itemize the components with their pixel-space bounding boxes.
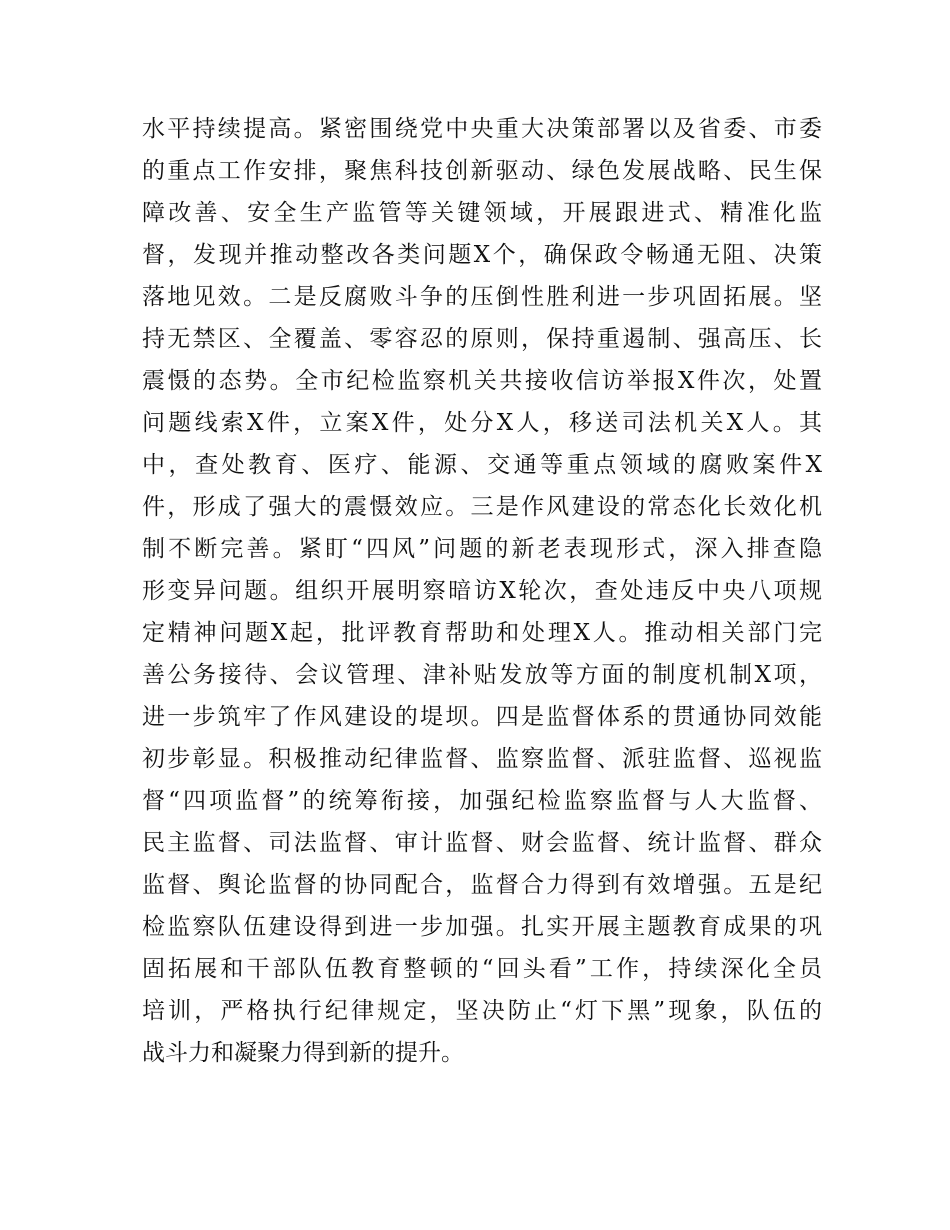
text-line-12: 形变异问题。组织开展明察暗访X轮次，查处违反中央八项规 [142,578,822,604]
text-line-18: 民主监督、司法监督、审计监督、财会监督、统计监督、群众 [142,830,822,856]
text-line-4: 督，发现并推动整改各类问题X个，确保政令畅通无阻、决策 [142,242,822,268]
text-line-2: 的重点工作安排，聚焦科技创新驱动、绿色发展战略、民生保 [142,158,822,184]
body-paragraph [142,108,822,1074]
text-line-19: 监督、舆论监督的协同配合，监督合力得到有效增强。五是纪 [142,872,822,898]
text-line-22: 培训，严格执行纪律规定，坚决防止“灯下黑”现象，队伍的 [142,998,822,1024]
text-line-10: 件，形成了强大的震慑效应。三是作风建设的常态化长效化机 [142,494,822,520]
text-line-11: 制不断完善。紧盯“四风”问题的新老表现形式，深入排查隐 [142,536,822,562]
text-line-14: 善公务接待、会议管理、津补贴发放等方面的制度机制X项， [142,662,822,688]
text-line-6: 持无禁区、全覆盖、零容忍的原则，保持重遏制、强高压、长 [142,326,822,352]
text-line-23: 战斗力和凝聚力得到新的提升。 [142,1040,464,1066]
text-line-17: 督“四项监督”的统筹衔接，加强纪检监察监督与人大监督、 [142,788,822,814]
text-line-21: 固拓展和干部队伍教育整顿的“回头看”工作，持续深化全员 [142,956,822,982]
text-line-20: 检监察队伍建设得到进一步加强。扎实开展主题教育成果的巩 [142,914,822,940]
text-line-16: 初步彰显。积极推动纪律监督、监察监督、派驻监督、巡视监 [142,746,822,772]
text-line-5: 落地见效。二是反腐败斗争的压倒性胜利进一步巩固拓展。坚 [142,284,822,310]
text-line-13: 定精神问题X起，批评教育帮助和处理X人。推动相关部门完 [142,620,822,646]
text-line-1: 水平持续提高。紧密围绕党中央重大决策部署以及省委、市委 [142,116,822,142]
text-line-9: 中，查处教育、医疗、能源、交通等重点领域的腐败案件X [142,452,822,478]
text-line-3: 障改善、安全生产监管等关键领域，开展跟进式、精准化监 [142,200,822,226]
text-line-7: 震慑的态势。全市纪检监察机关共接收信访举报X件次，处置 [142,368,822,394]
text-line-15: 进一步筑牢了作风建设的堤坝。四是监督体系的贯通协同效能 [142,704,822,730]
text-line-8: 问题线索X件，立案X件，处分X人，移送司法机关X人。其 [142,410,822,436]
